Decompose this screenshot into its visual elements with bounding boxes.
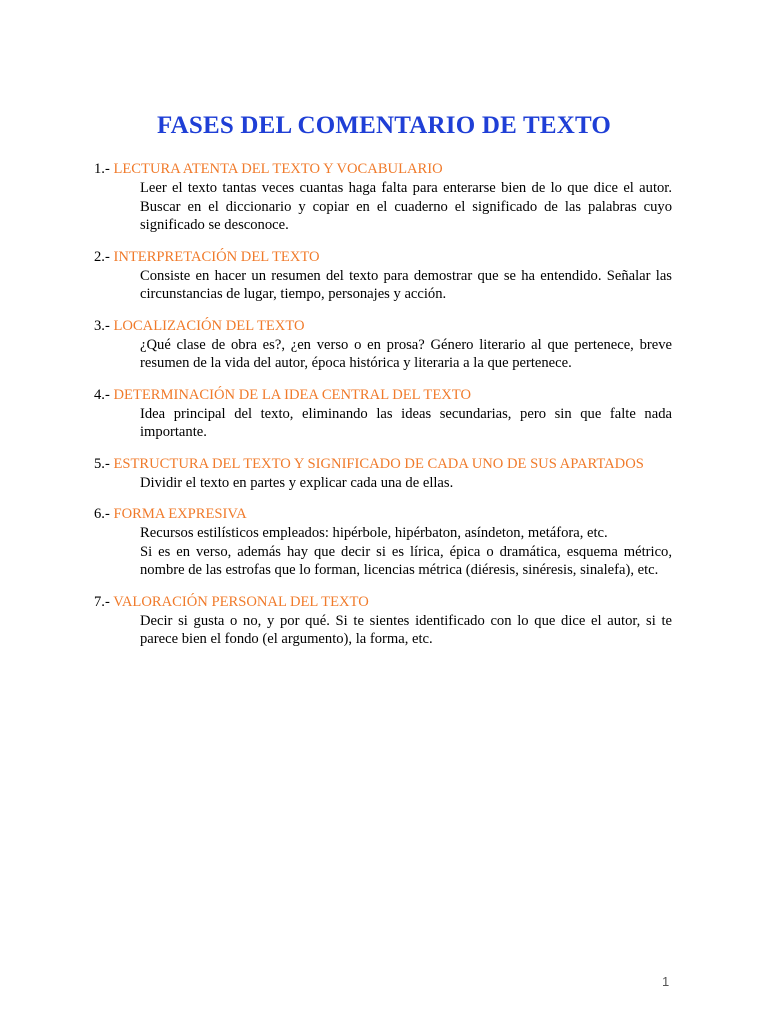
section-heading [94, 386, 672, 405]
section-title: ESTRUCTURA DEL TEXTO Y SIGNIFICADO DE CADA UNO DE SUS APARTADOS [113, 455, 644, 472]
section-number: 4.- [94, 386, 110, 403]
section-heading [94, 160, 672, 179]
section-1 [94, 160, 672, 235]
page-number: 1 [662, 974, 670, 989]
section-body [140, 405, 672, 442]
section-number: 7.- [94, 593, 110, 610]
section-heading [94, 593, 672, 612]
section-title: LOCALIZACIÓN DEL TEXTO [113, 317, 305, 334]
section-number: 1.- [94, 161, 110, 177]
section-title: VALORACIÓN PERSONAL DEL TEXTO [113, 593, 369, 610]
section-body [140, 524, 672, 580]
section-paragraph: Si es en verso, además hay que decir si es lírica, épica o dramática, esquema métrico, nombre de las estrofas que lo forman, licencias métrica (diéresis, sinéresis, sinalefa), etc. [140, 543, 672, 578]
section-paragraph: ¿Qué clase de obra es?, ¿en verso o en prosa? Género literario al que pertenece, breve resumen de la vida del autor, época histórica y literaria a la que pertenece. [140, 336, 672, 371]
section-title: FORMA EXPRESIVA [113, 506, 247, 522]
section-paragraph: Decir si gusta o no, y por qué. Si te sientes identificado con lo que dice el autor, si te parece bien el fondo (el argumento), la forma, etc. [140, 612, 672, 647]
section-heading [94, 505, 672, 524]
section-number: 6.- [94, 506, 110, 522]
section-3 [94, 317, 672, 373]
section-number: 2.- [94, 248, 110, 265]
section-title: LECTURA ATENTA DEL TEXTO Y VOCABULARIO [113, 161, 443, 177]
section-title: INTERPRETACIÓN DEL TEXTO [113, 248, 320, 265]
section-5 [94, 455, 672, 493]
section-title: DETERMINACIÓN DE LA IDEA CENTRAL DEL TEXTO [113, 386, 471, 403]
section-7 [94, 593, 672, 649]
section-paragraph: Consiste en hacer un resumen del texto para demostrar que se ha entendido. Señalar las circunstancias de lugar, tiempo, personajes y acción. [140, 267, 672, 302]
section-number: 3.- [94, 317, 110, 334]
section-body [140, 267, 672, 304]
section-paragraph: Dividir el texto en partes y explicar cada una de ellas. [140, 474, 454, 491]
section-6 [94, 505, 672, 580]
page-title: FASES DEL COMENTARIO DE TEXTO [156, 111, 612, 139]
section-body [140, 612, 672, 649]
section-paragraph: Leer el texto tantas veces cuantas haga falta para enterarse bien de lo que dice el autor. Buscar en el diccionario y copiar en el cuaderno el significado de las palabras cuyo significado se desconoce. [140, 180, 672, 233]
sections-list [94, 160, 672, 662]
section-body [140, 179, 672, 235]
section-heading [94, 248, 672, 267]
section-body [140, 474, 672, 493]
section-heading [94, 455, 672, 474]
section-body [140, 336, 672, 373]
section-2 [94, 248, 672, 304]
section-paragraph: Idea principal del texto, eliminando las ideas secundarias, pero sin que falte nada importante. [140, 405, 672, 440]
section-heading [94, 317, 672, 336]
section-paragraph: Recursos estilísticos empleados: hipérbole, hipérbaton, asíndeton, metáfora, etc. [140, 525, 608, 541]
section-number: 5.- [94, 455, 110, 472]
section-4 [94, 386, 672, 442]
